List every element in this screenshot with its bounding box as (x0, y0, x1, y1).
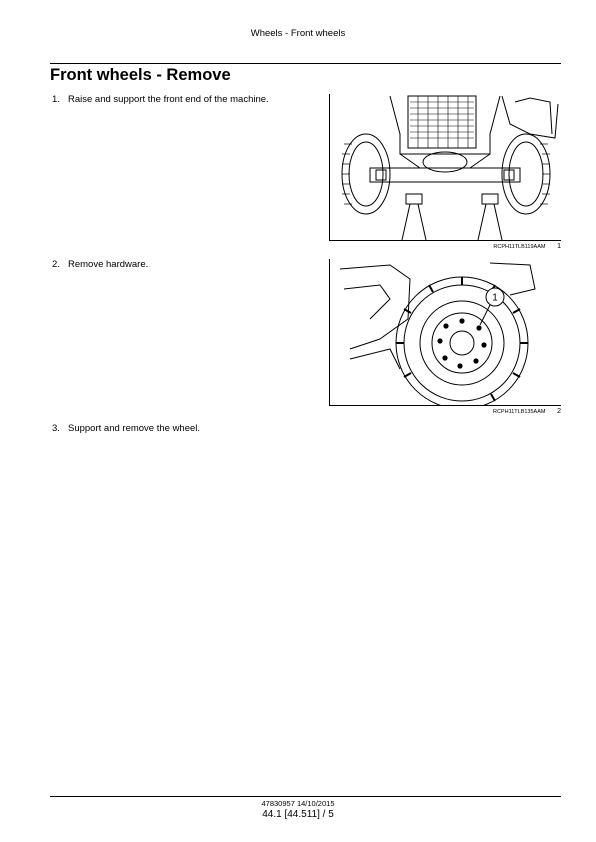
step-1 (52, 94, 269, 105)
running-header: Wheels - Front wheels (250, 28, 346, 39)
figure-code: RCPH11TLB135AAM (492, 409, 546, 415)
step-text: Raise and support the front end of the machine. (68, 94, 269, 105)
step-text: Remove hardware. (68, 259, 149, 270)
figure-code: RCPH11TLB119AAM (493, 244, 546, 250)
figure-2-wheel-hardware (329, 259, 561, 406)
wheel-hardware-illustration (330, 259, 561, 405)
step-number: 3. (52, 423, 60, 434)
machine-front-illustration (330, 94, 561, 240)
step-2 (52, 259, 148, 270)
footer-doc-id: 47830957 14/10/2015 (261, 799, 335, 808)
step-text: Support and remove the wheel. (68, 423, 201, 434)
page-title: Front wheels - Remove (50, 66, 231, 84)
figure-number: 1 (557, 243, 561, 250)
footer-page-number: 44.1 [44.511] / 5 (262, 809, 334, 820)
figure-1-machine-raised (329, 94, 561, 241)
figure-number: 2 (557, 408, 561, 415)
footer-divider (50, 796, 561, 797)
step-3 (52, 423, 200, 434)
figure-1-caption (420, 243, 561, 250)
header-divider (50, 63, 561, 64)
step-number: 2. (52, 259, 60, 270)
step-number: 1. (52, 94, 60, 105)
figure-2-caption (420, 408, 561, 415)
callout-number: 1 (492, 292, 498, 304)
